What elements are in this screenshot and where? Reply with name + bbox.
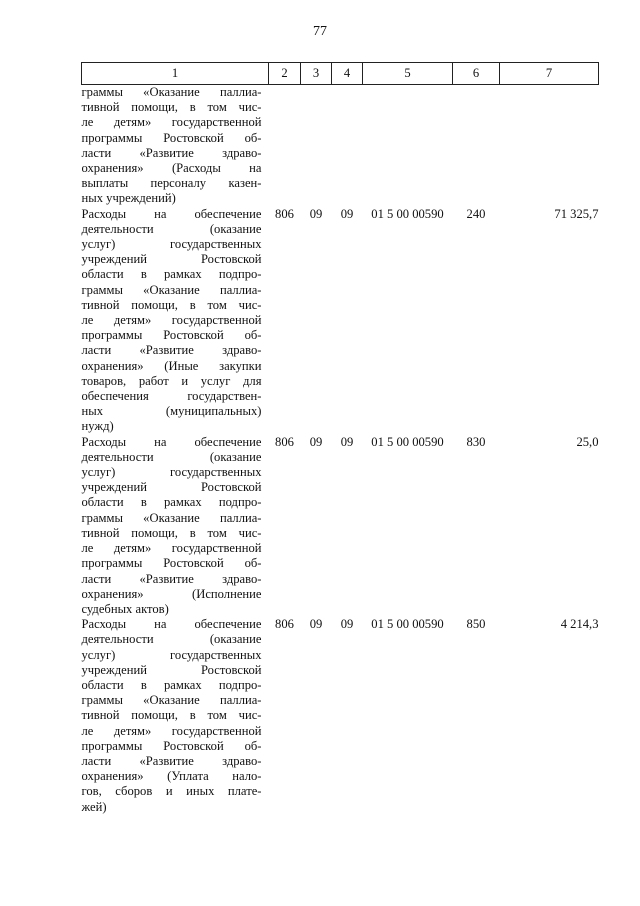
description-line: области в рамках подпро- [81, 495, 262, 510]
description-line: обеспечения государствен- [81, 389, 262, 404]
column-header-6: 6 [453, 63, 500, 85]
section-code: 09 [309, 434, 323, 449]
section-code: 09 [309, 206, 323, 221]
description-line: программы Ростовской об- [81, 556, 262, 571]
amount: 25,0 [576, 434, 599, 449]
expense-type-code [453, 85, 500, 207]
row-description [82, 617, 269, 815]
description-line: ных (муниципальных) [81, 404, 262, 419]
column-header-7: 7 [500, 63, 599, 85]
description-line: деятельности (оказание [81, 449, 262, 464]
description-line: тивной помощи, в том чис- [81, 297, 262, 312]
target-article-code: 01 5 00 00590 [371, 434, 444, 449]
row-description [82, 85, 269, 207]
description-line: ласти «Развитие здраво- [81, 753, 262, 768]
description-line: учреждений Ростовской [81, 662, 262, 677]
description-line: ных учреждений) [81, 191, 176, 206]
column-header-2: 2 [269, 63, 301, 85]
description-line: области в рамках подпро- [81, 267, 262, 282]
description-line: охранения» (Иные закупки [81, 358, 262, 373]
description-line: учреждений Ростовской [81, 252, 262, 267]
description-line: тивной помощи, в том чис- [81, 100, 262, 115]
description-line: ле детям» государственной [81, 313, 262, 328]
ministry-code: 806 [275, 434, 294, 449]
expense-type-code: 830 [466, 434, 486, 449]
table-body [82, 85, 599, 815]
description-line: граммы «Оказание паллиа- [81, 282, 262, 297]
budget-table [81, 62, 599, 815]
description-line: услуг) государственных [81, 237, 262, 252]
description-line: ласти «Развитие здраво- [81, 343, 262, 358]
description-line: тивной помощи, в том чис- [81, 525, 262, 540]
description-line: граммы «Оказание паллиа- [81, 693, 262, 708]
ministry-code: 806 [275, 617, 294, 632]
description-line: услуг) государственных [81, 465, 262, 480]
section-code [301, 85, 332, 207]
description-line: тивной помощи, в том чис- [81, 708, 262, 723]
description-line: товаров, работ и услуг для [81, 373, 262, 388]
expense-type-code: 850 [466, 617, 486, 632]
row-description [82, 207, 269, 435]
target-article-code: 01 5 00 00590 [371, 617, 444, 632]
column-header-3: 3 [301, 63, 332, 85]
description-line: охранения» (Уплата нало- [81, 769, 262, 784]
description-line: услуг) государственных [81, 647, 262, 662]
table-row [82, 85, 599, 207]
description-line: ласти «Развитие здраво- [81, 571, 262, 586]
amount: 71 325,7 [554, 206, 599, 221]
description-line: Расходы на обеспечение [81, 206, 262, 221]
column-header-4: 4 [332, 63, 363, 85]
description-line: деятельности (оказание [81, 632, 262, 647]
subsection-code [332, 85, 363, 207]
description-line: выплаты персоналу казен- [81, 176, 262, 191]
description-line: граммы «Оказание паллиа- [81, 510, 262, 525]
ministry-code [269, 85, 301, 207]
description-line: ле детям» государственной [81, 541, 262, 556]
column-header-1: 1 [82, 63, 269, 85]
description-line: нужд) [81, 419, 114, 434]
column-header-5: 5 [363, 63, 453, 85]
amount: 4 214,3 [560, 617, 599, 632]
ministry-code: 806 [275, 206, 294, 221]
subsection-code: 09 [340, 206, 354, 221]
description-line: ласти «Развитие здраво- [81, 145, 262, 160]
subsection-code: 09 [340, 617, 354, 632]
description-line: программы Ростовской об- [81, 738, 262, 753]
description-line: охранения» (Расходы на [81, 161, 262, 176]
amount [500, 85, 599, 207]
description-line: деятельности (оказание [81, 221, 262, 236]
description-line: граммы «Оказание паллиа- [81, 85, 262, 99]
description-line: учреждений Ростовской [81, 480, 262, 495]
description-line: ле детям» государственной [81, 115, 262, 130]
description-line: области в рамках подпро- [81, 677, 262, 692]
table-row [82, 207, 599, 435]
table-row [82, 435, 599, 617]
description-line: гов, сборов и иных плате- [81, 784, 262, 799]
description-line: жей) [81, 799, 107, 814]
subsection-code: 09 [340, 434, 354, 449]
description-line: ле детям» государственной [81, 723, 262, 738]
description-line: судебных актов) [81, 601, 169, 616]
table-row [82, 617, 599, 815]
description-line: программы Ростовской об- [81, 328, 262, 343]
row-description [82, 435, 269, 617]
description-line: Расходы на обеспечение [81, 434, 262, 449]
column-header-row [82, 63, 599, 85]
target-article-code: 01 5 00 00590 [371, 206, 444, 221]
target-article-code [363, 85, 453, 207]
description-line: программы Ростовской об- [81, 130, 262, 145]
description-line: охранения» (Исполнение [81, 586, 262, 601]
expense-type-code: 240 [466, 206, 486, 221]
section-code: 09 [309, 617, 323, 632]
page-number: 77 [313, 24, 327, 39]
description-line: Расходы на обеспечение [81, 617, 262, 632]
